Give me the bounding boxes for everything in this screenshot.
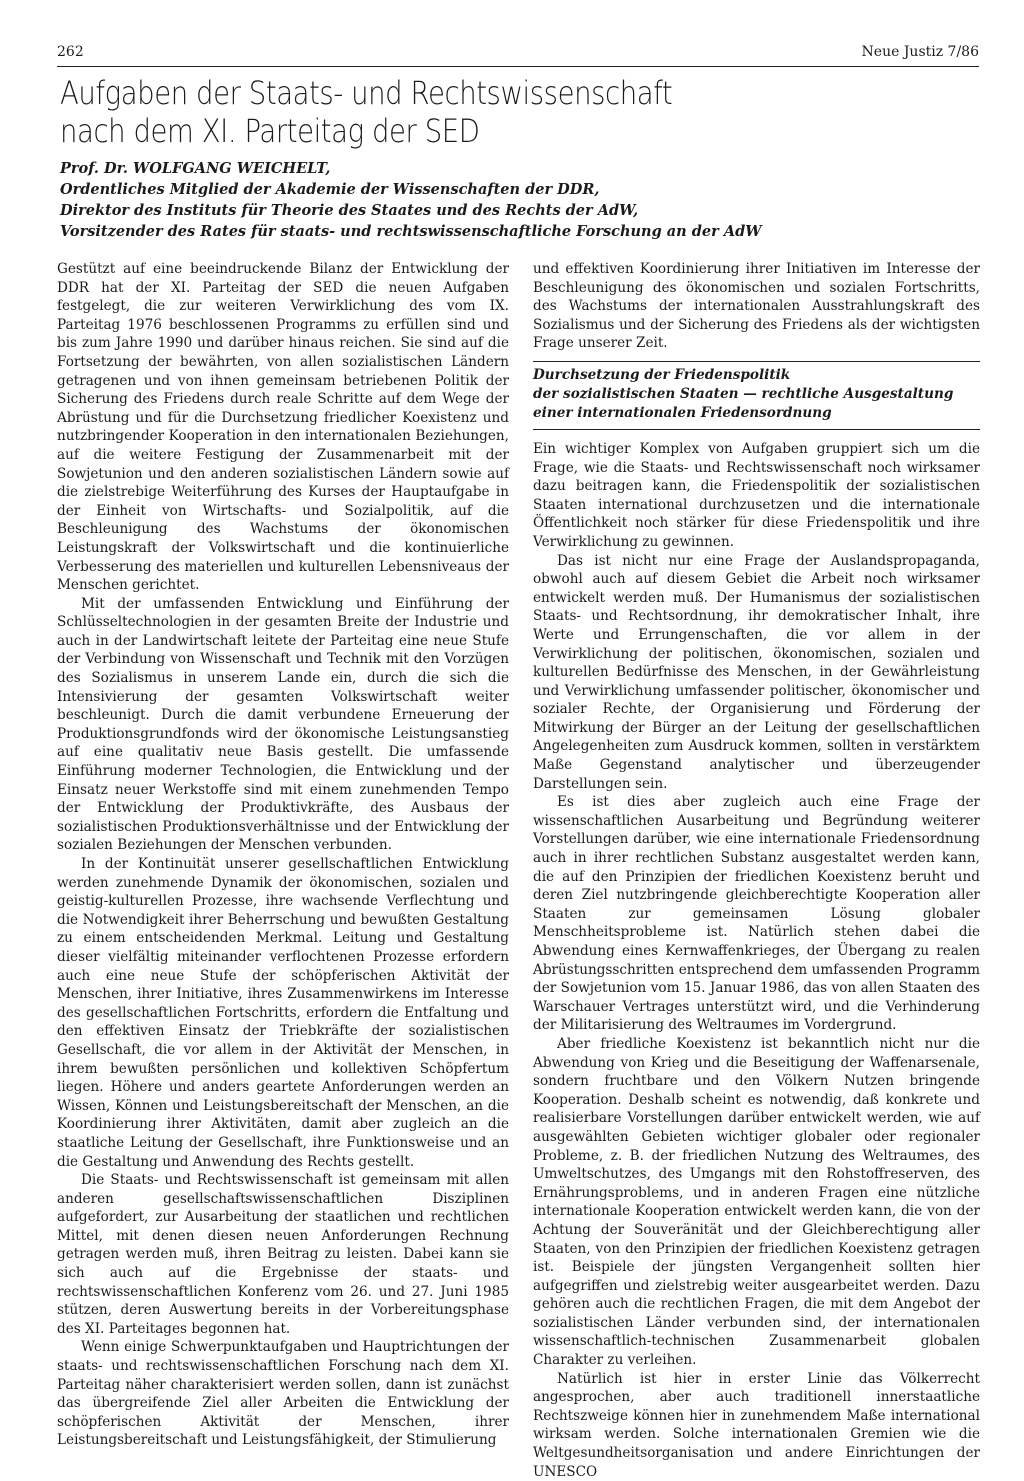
paragraph: Das ist nicht nur eine Frage der Auslandspropaganda, obwohl auch auf diesem Gebiet die Arbeit noch wirksamer entwickelt werden muß. Der Humanismus der sozialistischen Staats- und Rechtsordnung, ihr demokratischer Inhalt, ihre Werte und Errungenschaften, die vor allem in der Verwirklichung der politischen, ökonomischen, sozialen und kulturellen Bedürfnisse des Menschen, in der Gewährleistung und Verwirklichung umfassender politischer, ökonomischer und sozialer Rechte, der Organisierung und Förderung der Mitwirkung der Bürger an der Leitung der gesellschaftlichen Angelegenheiten zum Ausdruck kommen, sollten in verstärktem Maße Gegenstand analytischer und überzeugender Darstellungen sein. [533,552,980,792]
page-header [57,44,979,67]
article-title-line-2: nach dem XI. Parteitag der SED [60,112,480,150]
subheading-line: Durchsetzung der Friedenspolitik [533,366,791,383]
right-column [533,260,980,1481]
subheading-line: der sozialistischen Staaten — rechtliche Ausgestaltung [533,385,954,402]
page-number: 262 [57,44,84,60]
author-affiliation-1: Ordentliches Mitglied der Akademie der Wissenschaften der DDR, [60,181,600,198]
section-subheading [533,361,980,430]
paragraph: Wenn einige Schwerpunktaufgaben und Hauptrichtungen der staats- und rechtswissenschaftlichen Forschung nach dem XI. Parteitag näher charakterisiert werden sollen, dann ist zunächst das übergreifende Ziel aller Arbeiten die Entwicklung der schöpferischen Aktivität der Menschen, ihrer Leistungsbereitschaft und Leistungsfähigkeit, der Stimulierung [57,1339,509,1449]
subheading-line: einer internationalen Friedensordnung [533,404,832,421]
paragraph: Natürlich ist hier in erster Linie das Völkerrecht angesprochen, aber auch traditionell innerstaatliche Rechtszweige können hier in zunehmendem Maße international wirksam werden. Solche internationalen Gremien wie die Weltgesundheitsorganisation und andere Einrichtungen der UNESCO [533,1370,980,1480]
author-name: Prof. Dr. WOLFGANG WEICHELT, [60,160,331,177]
paragraph: Es ist dies aber zugleich auch eine Frage der wissenschaftlichen Ausarbeitung und Begründung weiterer Vorstellungen darüber, wie eine internationale Friedensordnung auch in ihrer rechtlichen Substanz ausgestaltet werden kann, die auf den Prinzipien der friedlichen Koexistenz beruht und deren Ziel nutzbringende gleichberechtigte Kooperation aller Staaten zur gemeinsamen Lösung globaler Menschheitsprobleme ist. Natürlich stehen dabei die Abwendung eines Kernwaffenkrieges, der Übergang zu realen Abrüstungsschritten entsprechend dem umfassenden Programm der Sowjetunion vom 15. Januar 1986, das von allen Staaten des Warschauer Vertrages unterstützt wird, und die Verhinderung der Militarisierung des Weltraumes im Vordergrund. [533,794,980,1034]
author-affiliation-2: Direktor des Instituts für Theorie des Staates und des Rechts der AdW, [60,202,639,219]
paragraph: Aber friedliche Koexistenz ist bekanntlich nicht nur die Abwendung von Krieg und die Beseitigung der Waffenarsenale, sondern fruchtbare und den Völkern Nutzen bringende Kooperation. Deshalb scheint es notwendig, daß konkrete und realisierbare Vorstellungen darüber entwickelt werden, wie auf ausgewählten Gebieten wichtiger globaler oder regionaler Probleme, z. B. der friedlichen Nutzung des Weltraumes, des Umweltschutzes, des Umgangs mit den Rohstoffreserven, des Ernährungsproblems, und in anderen Fragen eine nützliche internationale Kooperation entwickelt werden kann, die von der Achtung der Souveränität und der Gleichberechtigung aller Staaten, von den Prinzipien der friedlichen Koexistenz getragen ist. Beispiele der jüngsten Vergangenheit sollten hier aufgegriffen und zielstrebig weiter ausgearbeitet werden. Dazu gehören auch die rechtlichen Fragen, die mit dem Angebot der sozialistischen Länder verbunden sind, der internationalen wissenschaftlich-technischen Zusammenarbeit globalen Charakter zu verleihen. [533,1035,980,1369]
left-column [57,260,509,1450]
journal-issue: Neue Justiz 7/86 [861,44,979,60]
author-block [60,158,960,242]
paragraph: In der Kontinuität unserer gesellschaftlichen Entwicklung werden zunehmende Dynamik der ökonomischen, sozialen und geistig-kulturellen Prozesse, ihre wachsende Verflechtung und die Notwendigkeit ihrer Beherrschung und bewußten Gestaltung zu einem entscheidenden Merkmal. Leitung und Gestaltung dieser vielfältig miteinander verflochtenen Prozesse erfordern auch eine neue Stufe der schöpferischen Aktivität der Menschen, ihrer Initiative, ihres Zusammenwirkens im Interesse des gesellschaftlichen Fortschritts, erfordern die Entfaltung und den effektiven Einsatz der Triebkräfte der sozialistischen Gesellschaft, die vor allem in der Aktivität der Menschen, in ihrem bewußten persönlichen und kollektiven Schöpfertum liegen. Höhere und anders geartete Anforderungen werden an Wissen, Können und Leistungsbereitschaft der Menschen, an die Koordinierung ihrer Aktivitäten, damit aber zugleich an die staatliche Leitung der Gesellschaft, ihre Funktionsweise und an die Gestaltung und Anwendung des Rechts gestellt. [57,856,509,1170]
author-affiliation-3: Vorsitzender des Rates für staats- und rechtswissenschaftliche Forschung an der AdW [60,223,762,240]
paragraph: Ein wichtiger Komplex von Aufgaben gruppiert sich um die Frage, wie die Staats- und Rechtswissenschaft noch wirksamer dazu beitragen kann, die Friedenspolitik der sozialistischen Staaten international durchzusetzen und die internationale Öffentlichkeit noch stärker für diese Friedenspolitik und ihre Verwirklichung zu gewinnen. [533,440,980,550]
article-title-line-1: Aufgaben der Staats- und Rechtswissenschaft [60,74,673,112]
paragraph: Die Staats- und Rechtswissenschaft ist gemeinsam mit allen anderen gesellschaftswissenschaftlichen Disziplinen aufgefordert, zur Ausarbeitung der staatlichen und rechtlichen Mittel, mit denen diesen neuen Anforderungen Rechnung getragen werden muß, ihren Beitrag zu leisten. Dabei kann sie sich auch auf die Ergebnisse der staats- und rechtswissenschaftlichen Konferenz vom 26. und 27. Juni 1985 stützen, deren Auswertung bereits in der Vorbereitungsphase des XI. Parteitages begonnen hat. [57,1172,509,1337]
paragraph: Gestützt auf eine beeindruckende Bilanz der Entwicklung der DDR hat der XI. Parteitag der SED die neuen Aufgaben festgelegt, die zur weiteren Verwirklichung des vom IX. Parteitag 1976 beschlossenen Programms zu erfüllen sind und bis zum Jahre 1990 und darüber hinaus reichen. Sie sind auf die Fortsetzung der bewährten, von allen sozialistischen Ländern getragenen und von ihnen gemeinsam betriebenen Politik der Sicherung des Friedens durch reale Schritte auf dem Wege der Abrüstung und für die Durchsetzung friedlicher Koexistenz und nutzbringender Kooperation in den internationalen Beziehungen, auf die weitere Festigung der Zusammenarbeit mit der Sowjetunion und den anderen sozialistischen Ländern sowie auf die zielstrebige Weiterführung des Kurses der Hauptaufgabe in der Einheit von Wirtschafts- und Sozialpolitik, auf die Beschleunigung des Wachstums der ökonomischen Leistungskraft der Volkswirtschaft und die kontinuierliche Verbesserung des materiellen und kulturellen Lebensniveaus der Menschen gerichtet. [57,261,509,594]
paragraph: Mit der umfassenden Entwicklung und Einführung der Schlüsseltechnologien in der gesamten Breite der Industrie und auch in der Landwirtschaft leitete der Parteitag eine neue Stufe der Verbindung von Wissenschaft und Technik mit den Vorzügen des Sozialismus in unserem Lande ein, durch die sich die Intensivierung der gesamten Volkswirtschaft weiter beschleunigt. Durch die damit verbundene Erneuerung der Produktionsgrundfonds wird der ökonomische Leistungsanstieg auf eine qualitativ neue Basis gestellt. Die umfassende Einführung moderner Technologien, die Entwicklung und der Einsatz neuer Werkstoffe sind mit einem zunehmenden Tempo der Entwicklung der Produktivkräfte, des Ausbaus der sozialistischen Produktionsverhältnisse und der Entwicklung der sozialen Beziehungen der Menschen verbunden. [57,595,509,854]
article-title [60,74,834,150]
paragraph: und effektiven Koordinierung ihrer Initiativen im Interesse der Beschleunigung des ökonomischen und sozialen Fortschritts, des Wachstums der internationalen Ausstrahlungskraft des Sozialismus und der Sicherung des Friedens als der wichtigsten Frage unserer Zeit. [533,261,980,352]
